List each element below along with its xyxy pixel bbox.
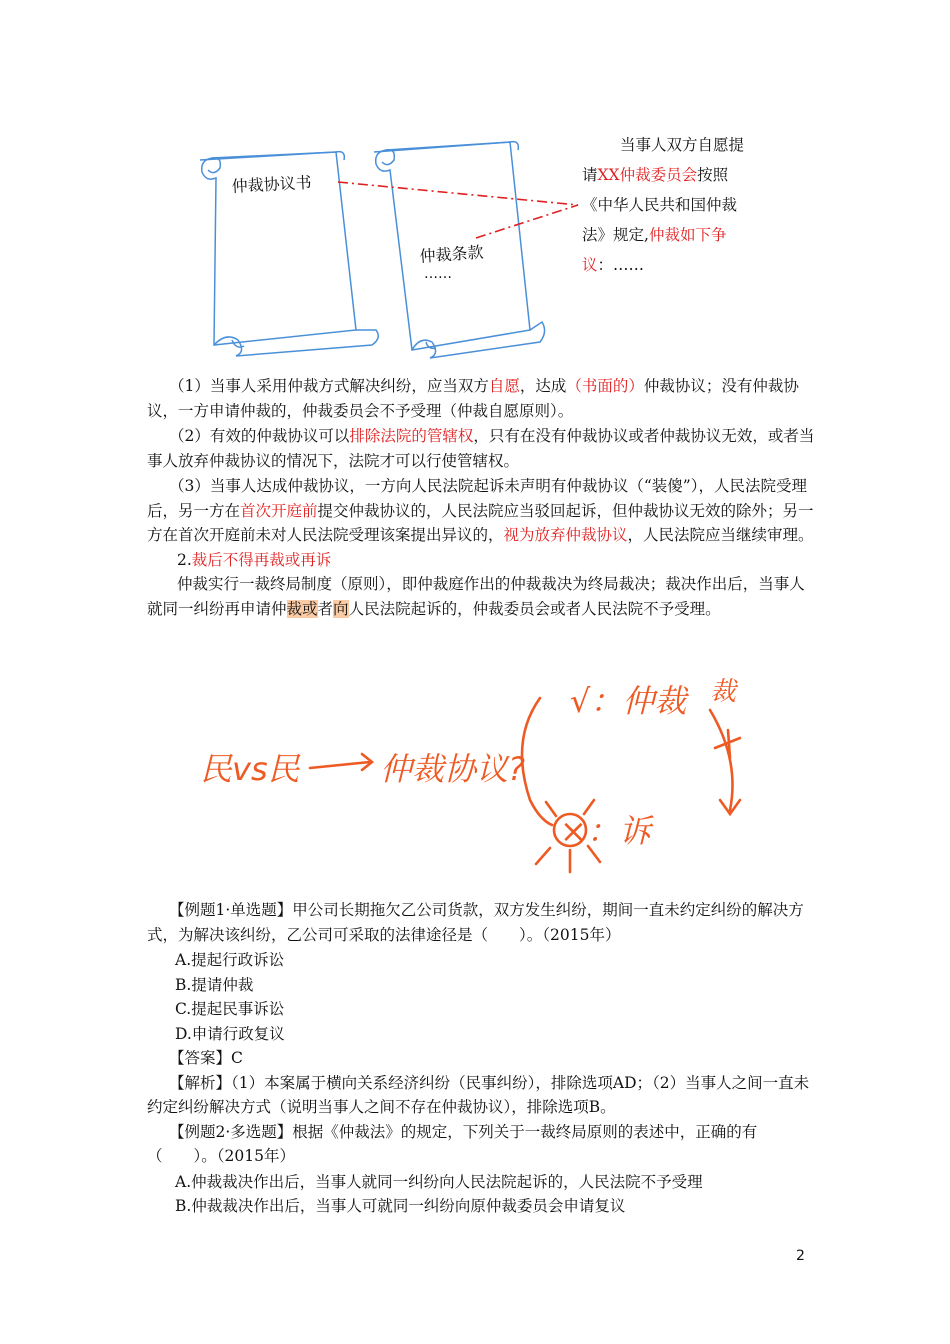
example-2-option-a: A.仲裁裁决作出后，当事人就同一纠纷向人民法院起诉的，人民法院不予受理	[175, 1172, 703, 1191]
callout-line-4: 法》规定,仲裁如下争	[582, 226, 727, 244]
handwriting-bottom: ×：诉	[560, 812, 651, 850]
example-1-option-a: A.提起行政诉讼	[175, 951, 285, 969]
callout-line-3: 《中华人民共和国仲裁	[582, 196, 738, 214]
example-2-question: 【例题2·多选题】根据《仲裁法》的规定，下列关于一裁终局原则的表述中，正确的有（ ）。（2015年）	[147, 1122, 758, 1165]
paragraph-3: （3）当事人达成仲裁协议，一方向人民法院起诉未声明有仲裁协议（“装傻”），人民法院受理后，另一方在首次开庭前提交仲裁协议的，人民法院应当驳回起诉，但仲裁协议无效的除外；另一方在首次开庭前未对人民法院受理该案提出异议的，视为放弃仲裁协议，人民法院应当继续审理。	[147, 477, 814, 544]
example-1-option-d: D.申请行政复议	[175, 1024, 285, 1043]
example-1-question: 【例题1·单选题】甲公司长期拖欠乙公司货款，双方发生纠纷，期间一直未约定纠纷的解决方式，为解决该纠纷，乙公司可采取的法律途径是（ ）。（2015年）	[147, 901, 804, 944]
callout-line-1: 当事人双方自愿提	[620, 136, 745, 154]
handwritten-annotation	[180, 650, 780, 880]
paragraph-2: （2）有效的仲裁协议可以排除法院的管辖权，只有在没有仲裁协议或者仲裁协议无效，或者当事人放弃仲裁协议的情况下，法院才可以行使管辖权。	[147, 427, 815, 470]
arbitration-clause-callout	[582, 130, 762, 280]
callout-line-2: 请XX仲裁委员会按照	[582, 166, 729, 184]
example-1-option-b: B.提请仲裁	[175, 975, 254, 994]
example-2-option-b: B.仲裁裁决作出后，当事人可就同一纠纷向原仲裁委员会申请复议	[175, 1197, 626, 1215]
example-1-answer: 【答案】C	[169, 1049, 243, 1067]
scroll-right-dots: ……	[424, 266, 452, 282]
example-1-option-c: C.提起民事诉讼	[175, 1000, 285, 1018]
section-heading-2: 2.裁后不得再裁或再诉	[177, 550, 332, 569]
callout-line-5: 议：……	[582, 256, 645, 274]
scroll-left-label: 仲裁协议书	[231, 172, 313, 196]
examples-section	[147, 898, 815, 1219]
handwriting-top: √：仲裁	[570, 682, 687, 720]
connector-lines	[338, 182, 578, 238]
principles-section	[147, 374, 815, 621]
example-1-analysis: 【解析】（1）本案属于横向关系经济纠纷（民事纠纷），排除选项AD；（2）当事人之间一直未约定纠纷解决方式（说明当事人之间不存在仲裁协议），排除选项B。	[147, 1073, 810, 1116]
paragraph-1: （1）当事人采用仲裁方式解决纠纷，应当双方自愿，达成（书面的）仲裁协议；没有仲裁协议，一方申请仲裁的，仲裁委员会不予受理（仲裁自愿原则）。	[147, 377, 799, 420]
handwriting-left: 民vs民	[200, 750, 300, 788]
arbitration-diagram	[0, 0, 950, 370]
page-number: 2	[796, 1248, 805, 1264]
arrow-right	[310, 754, 372, 770]
scroll-right-label: 仲裁条款	[418, 242, 485, 266]
paragraph-4: 仲裁实行一裁终局制度（原则），即仲裁庭作出的仲裁裁决为终局裁决；裁决作出后，当事人就同一纠纷再申请仲裁或者向人民法院起诉的，仲裁委员会或者人民法院不予受理。	[147, 575, 805, 618]
handwriting-middle: 仲裁协议?	[380, 750, 525, 788]
handwriting-top-right: 裁	[710, 677, 737, 707]
return-arrow	[710, 710, 740, 814]
